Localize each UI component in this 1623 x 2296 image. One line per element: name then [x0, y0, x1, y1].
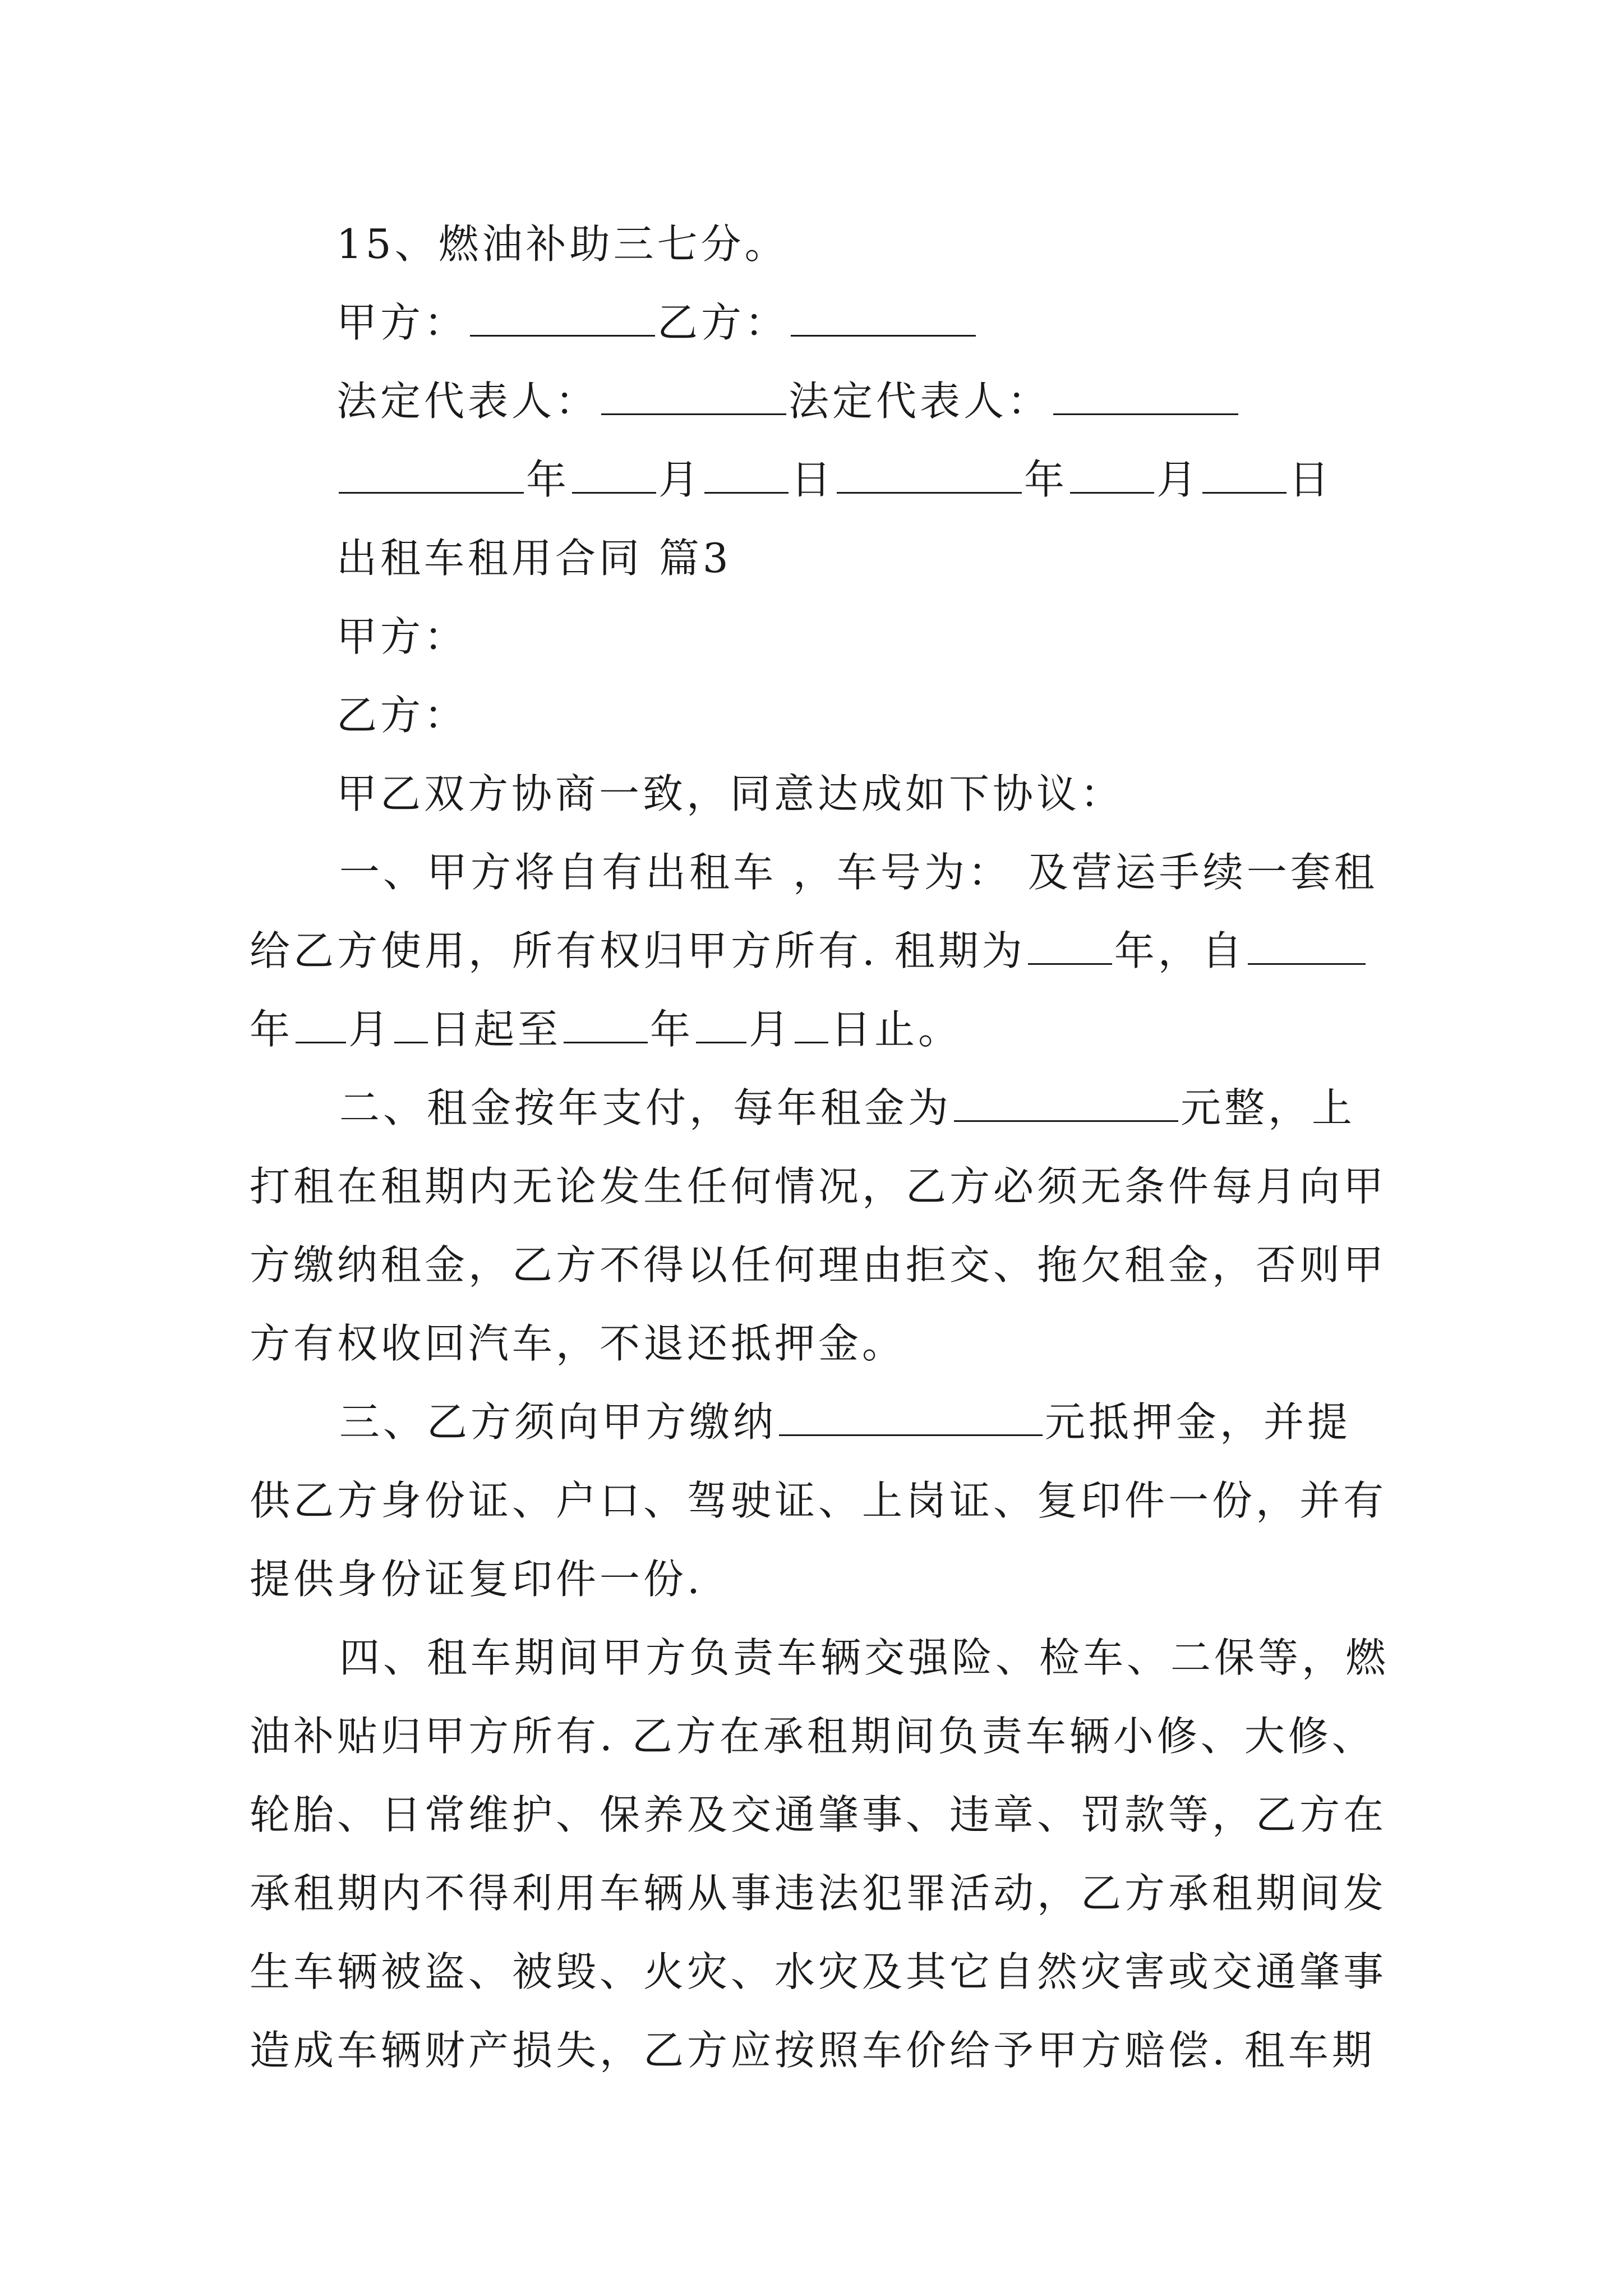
clause-4-line-4: 承租期内不得利用车辆从事违法犯罪活动，乙方承租期间发	[250, 1870, 1387, 1917]
section-heading: 出租车租用合同 篇3	[336, 535, 732, 582]
representative-b-blank[interactable]	[1053, 380, 1238, 415]
clause-4-line-3: 轮胎、日常维护、保养及交通肇事、违章、罚款等，乙方在	[250, 1791, 1387, 1838]
annual-rent-blank[interactable]	[954, 1087, 1178, 1122]
signature-parties-line: 甲方： 乙方：	[336, 283, 1402, 362]
clause-1-line-2: 给乙方使用，所有权归甲方所有. 租期为 年，自	[250, 912, 1388, 990]
date-a-year-blank[interactable]	[339, 458, 524, 494]
clause-2-line-4: 方有权收回汽车，不退还抵押金。	[250, 1320, 906, 1367]
date-b-day-blank[interactable]	[1202, 458, 1287, 494]
party-b-label: 乙方：	[336, 692, 468, 739]
lease-term-blank[interactable]	[1028, 930, 1112, 965]
clause-3-line-1: 三、乙方须向甲方缴纳 元抵押金，并提	[339, 1398, 1352, 1446]
start-month-blank[interactable]	[296, 1008, 346, 1043]
clause-1-line-3: 年 月 日起至 年 月 日止。	[250, 1006, 962, 1053]
clause-1-line-1: 一、甲方将自有出租车 ，车号为： 及营运手续一套租	[339, 849, 1378, 896]
clause-4-line-5: 生车辆被盗、被毁、火灾、水灾及其它自然灾害或交通肇事	[250, 1948, 1387, 1995]
clause-2-line-2: 打租在租期内无论发生任何情况，乙方必须无条件每月向甲	[250, 1163, 1387, 1210]
clause-4-line-1: 四、租车期间甲方负责车辆交强险、检车、二保等，燃	[339, 1634, 1390, 1681]
date-a-day-blank[interactable]	[704, 458, 789, 494]
clause-4-line-2: 油补贴归甲方所有. 乙方在承租期间负责车辆小修、大修、	[250, 1713, 1376, 1760]
start-year-blank[interactable]	[1248, 930, 1366, 965]
party-a-label: 甲方：	[336, 613, 468, 660]
start-day-blank[interactable]	[394, 1008, 428, 1043]
date-b-month-blank[interactable]	[1070, 458, 1154, 494]
signature-dates-line: 年 月 日 年 月 日	[336, 440, 1402, 519]
clause-2-line-1: 二、租金按年支付，每年租金为 元整，上	[339, 1084, 1356, 1131]
agreement-intro: 甲乙双方协商一致，同意达成如下协议：	[336, 770, 1124, 817]
signature-representatives-line: 法定代表人： 法定代表人：	[336, 362, 1402, 440]
date-b-year-blank[interactable]	[837, 458, 1022, 494]
signature-block	[336, 205, 1402, 833]
clause-2-line-3: 方缴纳租金，乙方不得以任何理由拒交、拖欠租金，否则甲	[250, 1241, 1387, 1289]
deposit-amount-blank[interactable]	[779, 1401, 1043, 1436]
clause-3-line-2: 供乙方身份证、户口、驾驶证、上岗证、复印件一份，并有	[250, 1477, 1387, 1524]
clause-3-line-3: 提供身份证复印件一份.	[250, 1556, 703, 1603]
party-b-blank[interactable]	[791, 301, 976, 337]
date-a-month-blank[interactable]	[572, 458, 656, 494]
clause-4-line-6: 造成车辆财产损失，乙方应按照车价给予甲方赔偿. 租车期	[250, 2027, 1376, 2074]
end-year-blank[interactable]	[564, 1008, 648, 1043]
end-day-blank[interactable]	[795, 1008, 828, 1043]
party-a-blank[interactable]	[470, 301, 655, 337]
representative-a-blank[interactable]	[601, 380, 786, 415]
contract-body	[250, 833, 1388, 2090]
paragraph-fuel-subsidy: 15、燃油补助三七分。	[336, 220, 789, 268]
end-month-blank[interactable]	[696, 1008, 746, 1043]
